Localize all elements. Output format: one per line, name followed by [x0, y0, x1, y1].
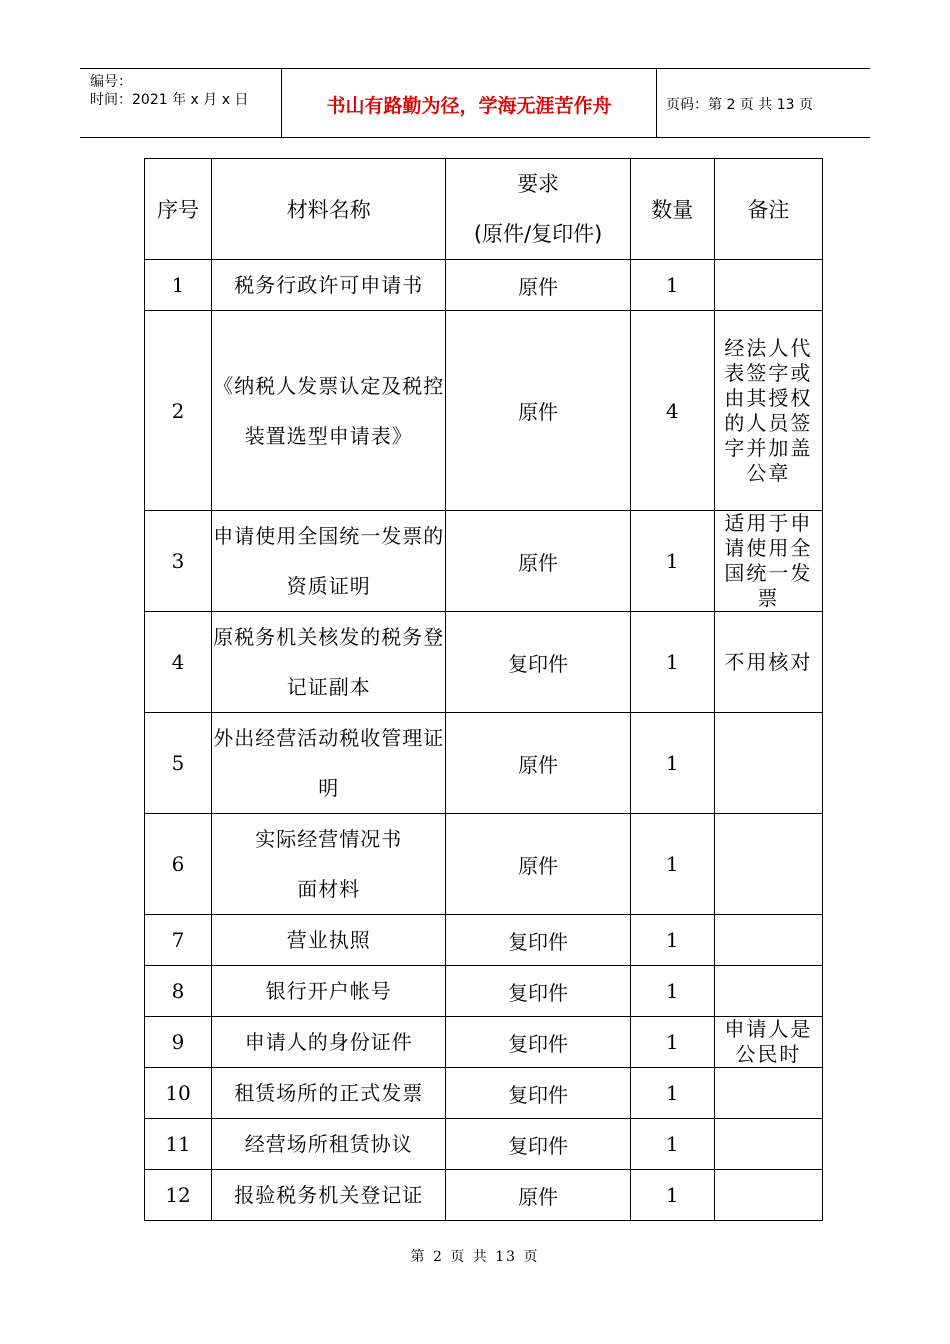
header-motto: 书山有路勤为径，学海无涯苦作舟	[326, 95, 612, 117]
row-num: 7	[145, 915, 212, 966]
row-requirement: 原件	[446, 814, 630, 915]
row-num: 8	[145, 966, 212, 1017]
table-row	[145, 1119, 823, 1170]
row-name: 租赁场所的正式发票	[212, 1068, 446, 1119]
row-name: 申请人的身份证件	[212, 1017, 446, 1068]
row-note: 不用核对	[714, 612, 822, 713]
header-motto-cell	[281, 69, 657, 137]
row-quantity: 4	[630, 311, 714, 511]
row-requirement: 复印件	[446, 966, 630, 1017]
row-requirement: 复印件	[446, 612, 630, 713]
table-row	[145, 311, 823, 511]
row-name: 税务行政许可申请书	[212, 260, 446, 311]
table-row	[145, 1017, 823, 1068]
row-name: 经营场所租赁协议	[212, 1119, 446, 1170]
row-num: 4	[145, 612, 212, 713]
header-requirement	[446, 159, 630, 260]
row-name: 报验税务机关登记证	[212, 1170, 446, 1221]
document-date: 时间：2021 年 x 月 x 日	[90, 92, 249, 108]
table-row	[145, 1068, 823, 1119]
row-name: 原税务机关核发的税务登记证副本	[212, 612, 446, 713]
row-quantity: 1	[630, 1017, 714, 1068]
table-row	[145, 612, 823, 713]
row-quantity: 1	[630, 915, 714, 966]
header-req-line2: (原件/复印件)	[473, 222, 603, 246]
header-req-line1: 要求	[517, 172, 560, 196]
table-row	[145, 814, 823, 915]
row-note	[714, 1170, 822, 1221]
table-row	[145, 1170, 823, 1221]
row-quantity: 1	[630, 1170, 714, 1221]
row-num: 3	[145, 511, 212, 612]
row-quantity: 1	[630, 814, 714, 915]
row-requirement: 原件	[446, 1170, 630, 1221]
row-requirement: 原件	[446, 311, 630, 511]
row-note	[714, 1068, 822, 1119]
row-note	[714, 915, 822, 966]
row-quantity: 1	[630, 260, 714, 311]
row-quantity: 1	[630, 1119, 714, 1170]
row-requirement: 原件	[446, 511, 630, 612]
row-num: 1	[145, 260, 212, 311]
row-name: 银行开户帐号	[212, 966, 446, 1017]
table-header-row	[145, 159, 823, 260]
header-page-cell	[656, 69, 870, 137]
page-header	[80, 68, 870, 138]
table-row	[145, 511, 823, 612]
table-row	[145, 966, 823, 1017]
row-num: 9	[145, 1017, 212, 1068]
row-name-line2: 面材料	[297, 877, 361, 901]
row-requirement: 复印件	[446, 915, 630, 966]
row-note: 适用于申请使用全国统一发票	[714, 511, 822, 612]
row-quantity: 1	[630, 612, 714, 713]
materials-table	[144, 158, 823, 1221]
page-footer: 第 2 页 共 13 页	[410, 1249, 540, 1265]
document-number: 编号：	[90, 74, 132, 90]
row-note: 申请人是公民时	[714, 1017, 822, 1068]
row-num: 6	[145, 814, 212, 915]
row-num: 10	[145, 1068, 212, 1119]
row-requirement: 复印件	[446, 1017, 630, 1068]
row-num: 2	[145, 311, 212, 511]
header-note: 备注	[714, 159, 822, 260]
row-requirement: 原件	[446, 260, 630, 311]
row-num: 12	[145, 1170, 212, 1221]
row-name: 《纳税人发票认定及税控装置选型申请表》	[212, 311, 446, 511]
table-row	[145, 915, 823, 966]
header-num: 序号	[145, 159, 212, 260]
row-num: 5	[145, 713, 212, 814]
row-quantity: 1	[630, 511, 714, 612]
row-num: 11	[145, 1119, 212, 1170]
row-note	[714, 713, 822, 814]
row-requirement: 复印件	[446, 1119, 630, 1170]
row-quantity: 1	[630, 966, 714, 1017]
header-name: 材料名称	[212, 159, 446, 260]
row-note	[714, 814, 822, 915]
header-meta	[80, 69, 281, 137]
row-requirement: 原件	[446, 713, 630, 814]
row-quantity: 1	[630, 713, 714, 814]
table-row	[145, 713, 823, 814]
row-name: 申请使用全国统一发票的资质证明	[212, 511, 446, 612]
row-requirement: 复印件	[446, 1068, 630, 1119]
header-quantity: 数量	[630, 159, 714, 260]
row-name-line1: 实际经营情况书	[255, 827, 403, 851]
row-note	[714, 260, 822, 311]
row-note: 经法人代表签字或由其授权的人员签字并加盖公章	[714, 311, 822, 511]
row-name	[212, 814, 446, 915]
table-row	[145, 260, 823, 311]
row-note	[714, 1119, 822, 1170]
row-name: 营业执照	[212, 915, 446, 966]
row-name: 外出经营活动税收管理证明	[212, 713, 446, 814]
header-page-info: 页码：第 2 页 共 13 页	[666, 97, 813, 113]
row-note	[714, 966, 822, 1017]
row-quantity: 1	[630, 1068, 714, 1119]
